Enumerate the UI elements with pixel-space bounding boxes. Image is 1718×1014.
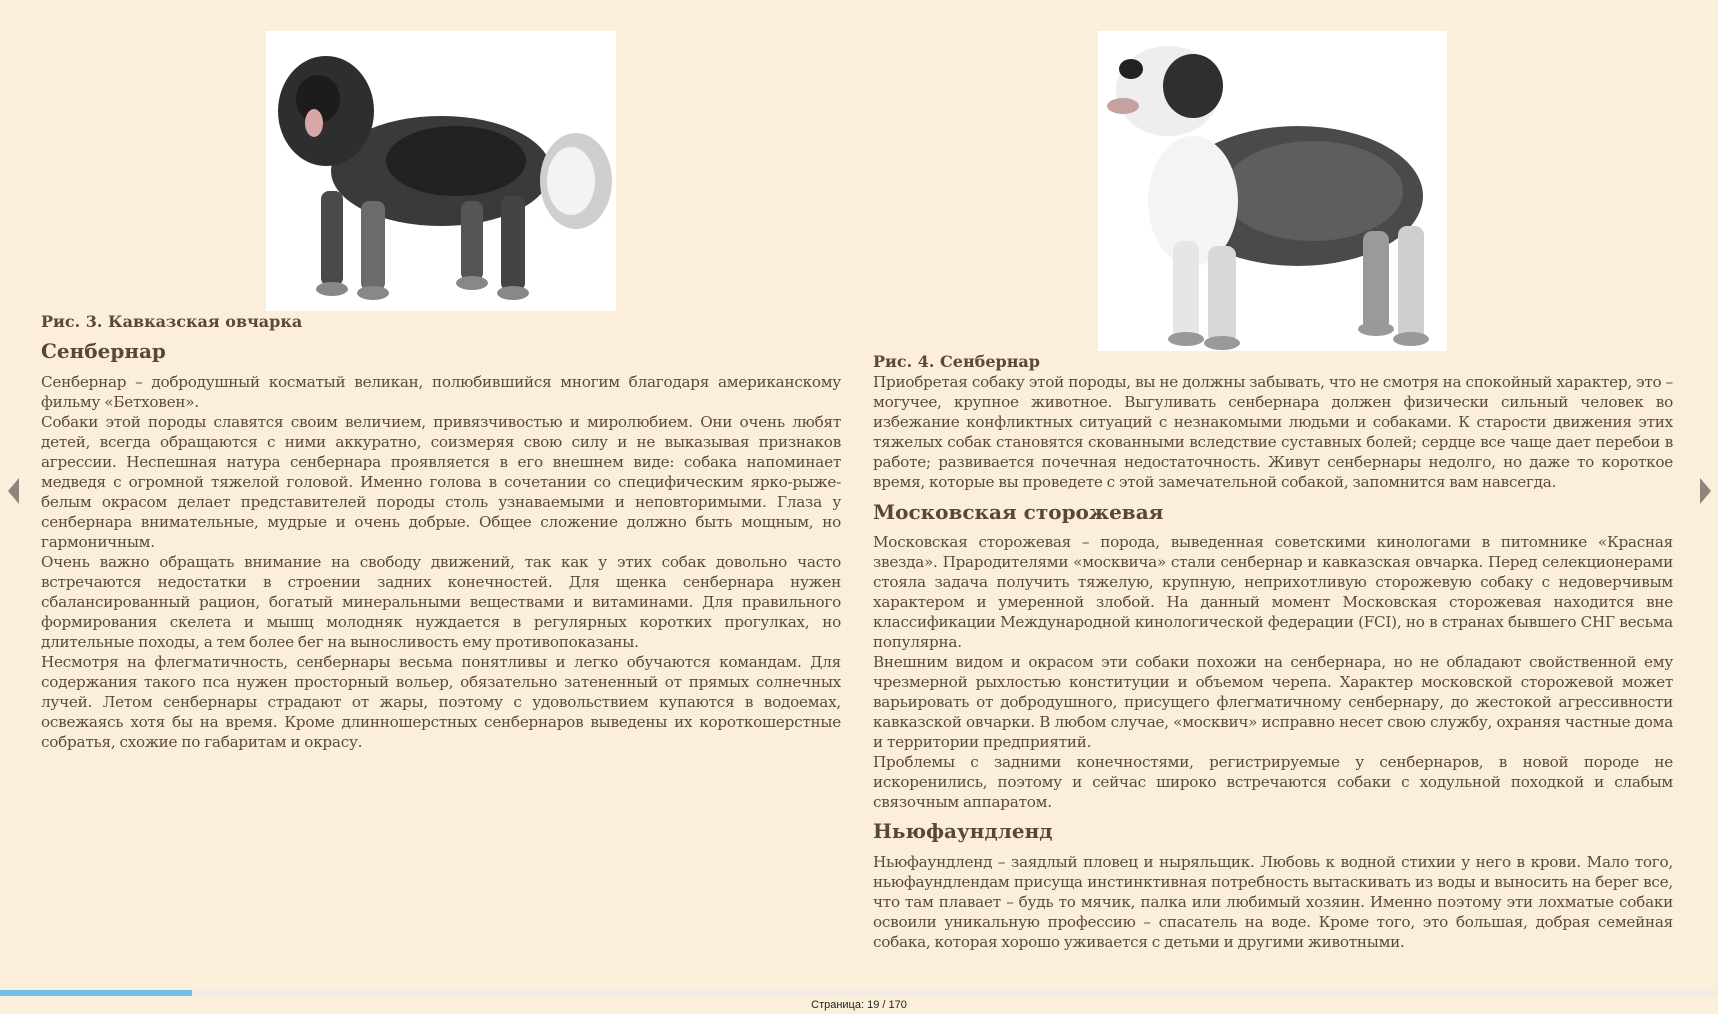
paragraph: Несмотря на флегматичность, сенбернары весьма понятливы и легко обучаются командам. Для содержания такого пса нужен просторный вольер, обязательно затененный от прямых солнечных лучей. Летом сенбернары страдают от жары, поэтому с удовольствием купаются в водоемах, освежаясь хотя бы на время. Кроме длинношерстных сенбернаров выведены их короткошерстные собратья, схожие по габаритам и окрасу. xyxy=(41,653,841,751)
dog-illustration-icon xyxy=(1098,31,1447,351)
figure-caption: Рис. 3. Кавказская овчарка xyxy=(41,312,303,331)
paragraph: Приобретая собаку этой породы, вы не должны забывать, что не смотря на спокойный характер, это – могучее, крупное животное. Выгуливать сенбернара должен физически сильный человек во избежание конфликтных ситуаций с незнакомыми людьми и собаками. К старости движения этих тяжелых собак становятся скованными вследствие суставных болей; сердце все чаще дает перебои в работе; развивается почечная недостаточность. Живут сенбернары недолго, но даже то короткое время, которые вы проведете с этой замечательной собакой, запомнится вам навсегда. xyxy=(873,373,1673,491)
paragraph: Внешним видом и окрасом эти собаки похожи на сенбернара, но не обладают свойственной ему чрезмерной рыхлостью конституции и объемом черепа. Характер московской сторожевой может варьировать от добродушного, присущего флегматичному сенбернару, до жестокой агрессивности кавказской овчарки. В любом случае, «москвич» исправно несет свою службу, охраняя частные дома и территории предприятий. xyxy=(873,653,1673,751)
paragraph: Московская сторожевая – порода, выведенная советскими кинологами в питомнике «Красная звезда». Прародителями «москвича» стали сенбернар и кавказская овчарка. Перед селекционерами стояла задача получить тяжелую, крупную, неприхотливую сторожевую собаку с недоверчивым характером и умеренной злобой. На данный момент Московская сторожевая находится вне классификации Международной кинологической федерации (FCI), но в странах бывшего СНГ весьма популярна. xyxy=(873,533,1673,651)
saint-bernard-continued-text xyxy=(873,372,1673,492)
section-heading-moscow-watchdog: Московская сторожевая xyxy=(873,500,1164,524)
previous-page-arrow-icon[interactable] xyxy=(8,478,19,504)
section-heading-newfoundland: Ньюфаундленд xyxy=(873,819,1053,843)
paragraph: Проблемы с задними конечностями, регистрируемые у сенбернаров, в новой породе не искоренились, поэтому и сейчас широко встречаются собаки с ходульной походкой и слабым связочным аппаратом. xyxy=(873,753,1673,811)
newfoundland-text xyxy=(873,852,1673,952)
next-page-arrow-icon[interactable] xyxy=(1700,478,1711,504)
saint-bernard-illustration xyxy=(1098,31,1447,351)
page-counter: Страница: 19 / 170 xyxy=(811,999,907,1011)
dog-illustration-icon xyxy=(266,31,616,311)
paragraph: Собаки этой породы славятся своим величием, привязчивостью и миролюбием. Они очень любят детей, всегда обращаются с ними аккуратно, соизмеряя свою силу и не выказывая признаков агрессии. Неспешная натура сенбернара проявляется в его внешнем виде: собака напоминает медведя с огромной тяжелой головой. Именно голова в сочетании со специфическим ярко-рыже-белым окрасом делает представителей породы столь узнаваемыми и неповторимыми. Глаза у сенбернара внимательные, мудрые и очень добрые. Общее сложение должно быть мощным, но гармоничным. xyxy=(41,413,841,551)
moscow-watchdog-text xyxy=(873,532,1673,812)
paragraph: Ньюфаундленд – заядлый пловец и ныряльщик. Любовь к водной стихии у него в крови. Мало того, ньюфаундлендам присуща инстинктивная потребность вытаскивать из воды и выносить на берег все, что там плавает – будь то мячик, палка или любимый хозяин. Именно поэтому эти лохматые собаки освоили уникальную профессию – спасатель на воде. Кроме того, это большая, добрая семейная собака, которая хорошо уживается с детьми и другими животными. xyxy=(873,853,1673,951)
section-heading-saint-bernard: Сенбернар xyxy=(41,339,166,363)
saint-bernard-text xyxy=(41,372,841,752)
figure-caption: Рис. 4. Сенбернар xyxy=(873,352,1040,371)
caucasian-shepherd-illustration xyxy=(266,31,616,311)
paragraph: Сенбернар – добродушный косматый великан, полюбившийся многим благодаря американскому фильму «Бетховен». xyxy=(41,373,841,411)
paragraph: Очень важно обращать внимание на свободу движений, так как у этих собак довольно часто встречаются недостатки в строении задних конечностей. Для щенка сенбернара нужен сбалансированный рацион, богатый минеральными веществами и витаминами. Для правильного формирования скелета и мышц молодняк нуждается в регулярных коротких прогулках, но длительные походы, а тем более бег на выносливость ему противопоказаны. xyxy=(41,553,841,651)
